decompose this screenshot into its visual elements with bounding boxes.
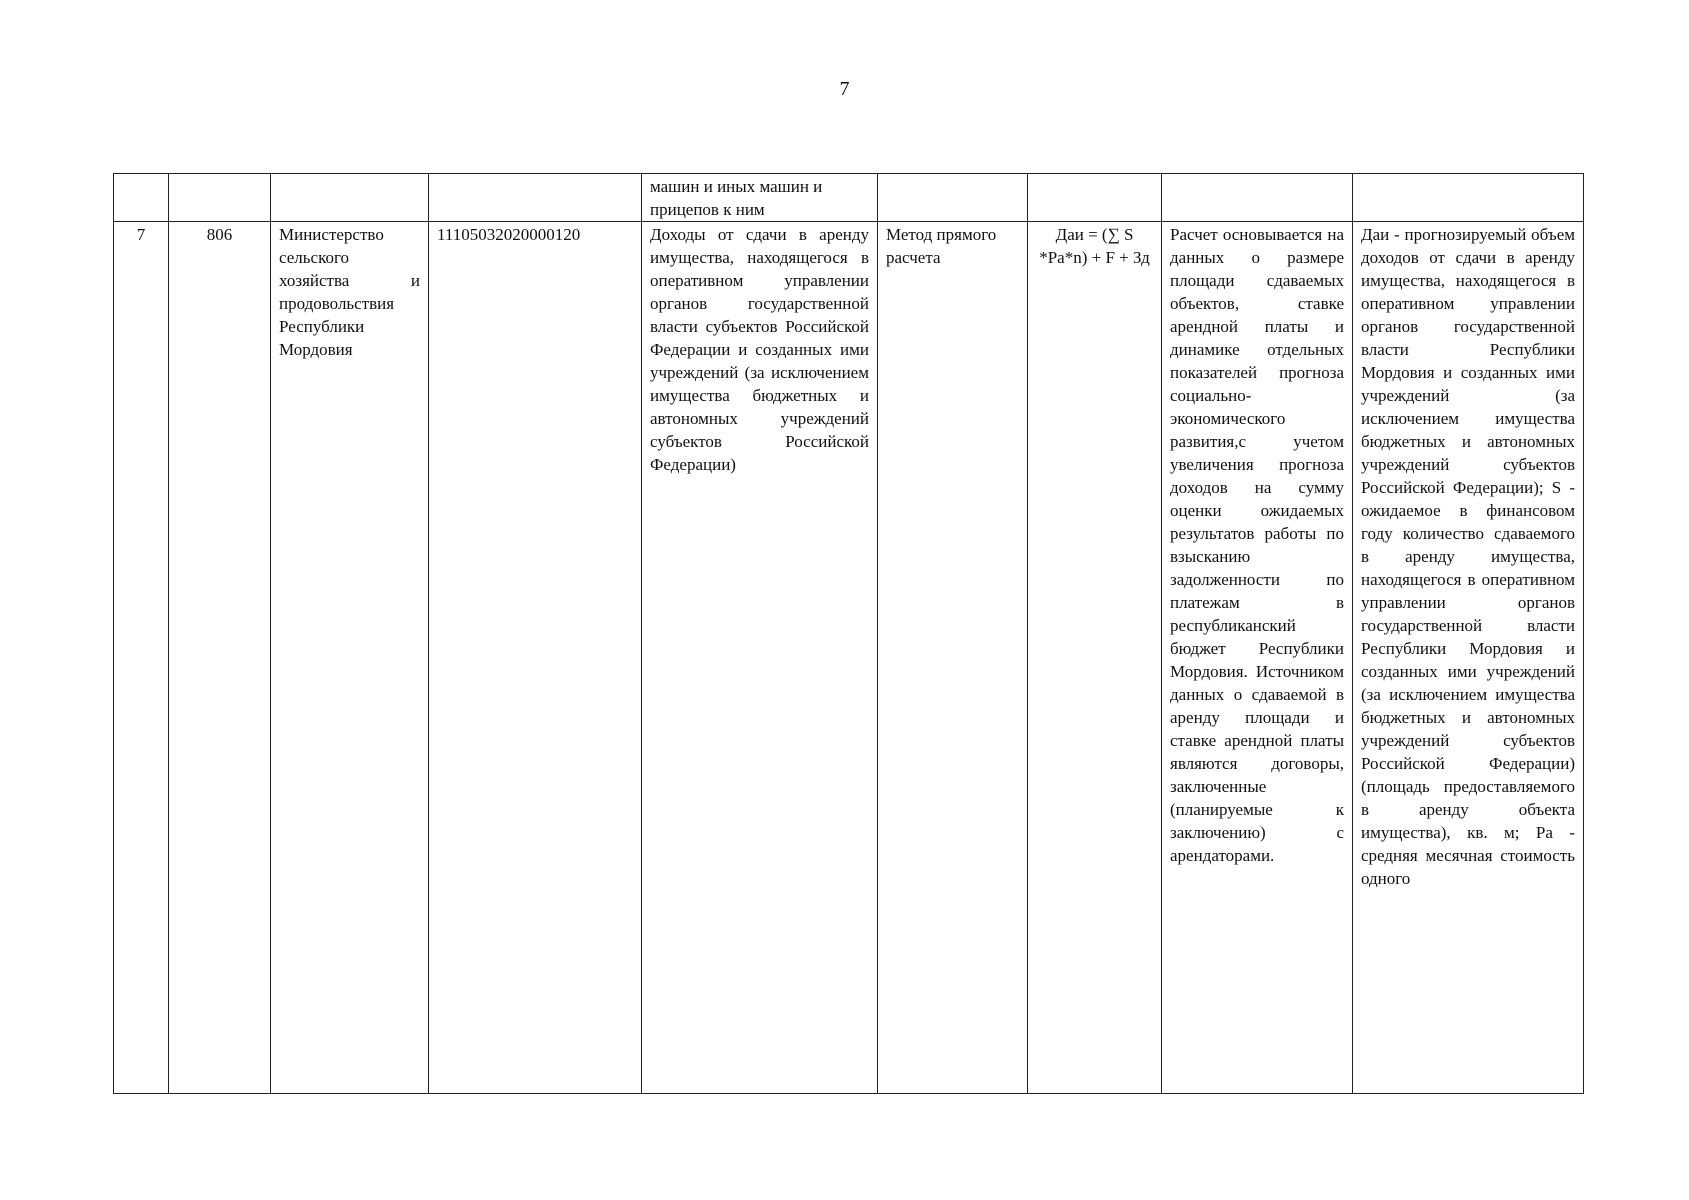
cell-description: Даи - прогнозируемый объем доходов от сдачи в аренду имущества, находящегося в оперативном управлении органов государственной власти Республики Мордовия и созданных ими учреждений (за исключением имущества бюджетных и автономных учреждений субъектов Российской Федерации); S - ожидаемое в финансовом году количество сдаваемого в аренду имущества, находящегося в оперативном управлении органов государственной власти Республики Мордовия и созданных ими учреждений (за исключением имущества бюджетных и автономных учреждений субъектов Российской Федерации) (площадь предоставляемого в аренду объекта имущества), кв. м; Ра - средняя месячная стоимость одного	[1353, 222, 1584, 1094]
cell-income-name: Доходы от сдачи в аренду имущества, находящегося в оперативном управлении органов государственной власти субъектов Российской Федерации и созданных ими учреждений (за исключением имущества бюджетных и автономных учреждений субъектов Российской Федерации)	[642, 222, 878, 1094]
cell-administrator: Министерство сельского хозяйства и продовольствия Республики Мордовия	[271, 222, 429, 1094]
continuation-row	[114, 174, 1584, 222]
cell-formula: Даи = (∑ S *Pa*n) + F + Зд	[1028, 222, 1162, 1094]
cell-empty	[271, 174, 429, 222]
cell-empty	[1353, 174, 1584, 222]
cell-algorithm: Расчет основывается на данных о размере площади сдаваемых объектов, ставке арендной платы и динамике отдельных показателей прогноза социально-экономического развития,с учетом увеличения прогноза доходов на сумму оценки ожидаемых результатов работы по взысканию задолженности по платежам в республиканский бюджет Республики Мордовия. Источником данных о сдаваемой в аренду площади и ставке арендной платы являются договоры, заключенные (планируемые к заключению) с арендаторами.	[1162, 222, 1353, 1094]
table-row	[114, 222, 1584, 1094]
cell-row-number: 7	[114, 222, 169, 1094]
cell-kbk-code: 11105032020000120	[429, 222, 642, 1094]
cell-admin-code: 806	[169, 222, 271, 1094]
page-number: 7	[839, 78, 850, 100]
cell-empty	[878, 174, 1028, 222]
revenue-forecast-table	[113, 173, 1584, 1094]
cell-method: Метод прямого расчета	[878, 222, 1028, 1094]
cell-empty	[1162, 174, 1353, 222]
cell-empty	[169, 174, 271, 222]
cell-empty	[114, 174, 169, 222]
cell-empty	[429, 174, 642, 222]
cell-empty	[1028, 174, 1162, 222]
cell-income-name-continued: машин и иных машин и прицепов к ним	[642, 174, 878, 222]
